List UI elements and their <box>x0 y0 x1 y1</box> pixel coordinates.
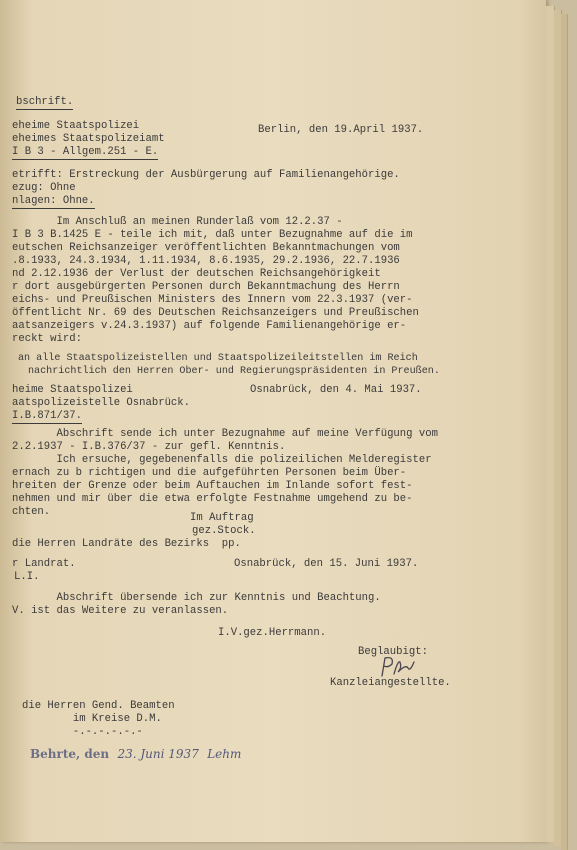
place-date: Berlin, den 19.April 1937. <box>258 124 424 136</box>
stamp-text: Behrte, den <box>30 747 110 761</box>
section3-ref: L.I. <box>14 571 40 583</box>
reference: I B 3 - Allgem.251 - E. <box>12 146 159 158</box>
body-line: nd 2.12.1936 der Verlust der deutschen Reichsangehörigkeit <box>12 268 381 280</box>
closing-auftrag: Im Auftrag <box>190 512 254 524</box>
body-line: Im Anschluß an meinen Runderlaß vom 12.2.37 - <box>12 216 343 228</box>
certified-label: Beglaubigt: <box>358 646 428 658</box>
body-line: r dort ausgebürgerten Personen durch Bekanntmachung des Herrn <box>12 281 400 293</box>
distribution-line: an alle Staatspolizeistellen und Staatspolizeileitstellen im Reich <box>18 353 418 364</box>
page-stack-edge <box>561 14 568 850</box>
certified-role: Kanzleiangestellte. <box>330 677 451 689</box>
body-line: öffentlicht Nr. 69 des Deutschen Reichsanzeigers und Preußischen <box>12 307 419 319</box>
recipient-divider: -.-.-.-.-.- <box>22 726 143 738</box>
body-line: Ich ersuche, gegebenenfalls die polizeilichen Melderegister <box>12 454 432 466</box>
body-line: eichs- und Preußischen Ministers des Innern vom 22.3.1937 (ver- <box>12 294 413 306</box>
sender-line-1: eheime Staatspolizei <box>12 120 140 132</box>
body-line: reckt wird: <box>12 333 82 345</box>
body-line: Abschrift sende ich unter Bezugnahme auf meine Verfügung vom <box>12 428 438 440</box>
closing2-signature: I.V.gez.Herrmann. <box>218 627 327 639</box>
section2-office: aatspolizeistelle Osnabrück. <box>12 397 191 409</box>
stamp-initials: Lehm <box>207 747 242 761</box>
reference-line: ezug: Ohne <box>12 182 76 194</box>
body-line: 2.2.1937 - I.B.376/37 - zur gefl. Kenntnis. <box>12 441 286 453</box>
body-line: .8.1933, 24.3.1934, 1.11.1934, 8.6.1935, 29.2.1936, 22.7.1936 <box>12 255 400 267</box>
closing-recipients: die Herren Landräte des Bezirks pp. <box>12 538 241 550</box>
body-line: eutschen Reichsanzeiger veröffentlichten Bekanntmachungen vom <box>12 242 400 254</box>
body-line: V. ist das Weitere zu veranlassen. <box>12 605 229 617</box>
section3-place-date: Osnabrück, den 15. Juni 1937. <box>234 558 419 570</box>
subject-line: etrifft: Erstreckung der Ausbürgerung auf Familienangehörige. <box>12 169 400 181</box>
body-line: nehmen und mir über die etwa erfolgte Festnahme umgehend zu be- <box>12 493 413 505</box>
section2-place-date: Osnabrück, den 4. Mai 1937. <box>250 384 422 396</box>
distribution-line: nachrichtlich den Herren Ober- und Regierungspräsidenten in Preußen. <box>28 366 440 377</box>
section3-sender: r Landrat. <box>12 558 76 570</box>
body-line: aatsanzeigers v.24.3.1937) auf folgende Familienangehörige er- <box>12 320 407 332</box>
stamp-handwritten-date: 23. Juni 1937 <box>117 747 199 761</box>
body-line: Abschrift übersende ich zur Kenntnis und Beachtung. <box>12 592 381 604</box>
body-line: hreiten der Grenze oder beim Auftauchen im Inlande sofort fest- <box>12 480 413 492</box>
body-line: I B 3 B.1425 E - teile ich mit, daß unter Bezugnahme auf die im <box>12 229 413 241</box>
attachments-line: nlagen: Ohne. <box>12 195 95 207</box>
received-stamp <box>30 747 241 761</box>
body-line: chten. <box>12 506 51 518</box>
body-line: ernach zu b richtigen und die aufgeführten Personen beim Über- <box>12 467 407 479</box>
recipient-line: im Kreise D.M. <box>22 713 162 725</box>
section2-ref: I.B.871/37. <box>12 410 82 422</box>
sender-line-2: eheimes Staatspolizeiamt <box>12 133 165 145</box>
document-title: bschrift. <box>16 96 74 108</box>
section2-sender: heime Staatspolizei <box>12 384 133 396</box>
recipient-line: die Herren Gend. Beamten <box>22 700 175 712</box>
closing-signature: gez.Stock. <box>192 525 256 537</box>
